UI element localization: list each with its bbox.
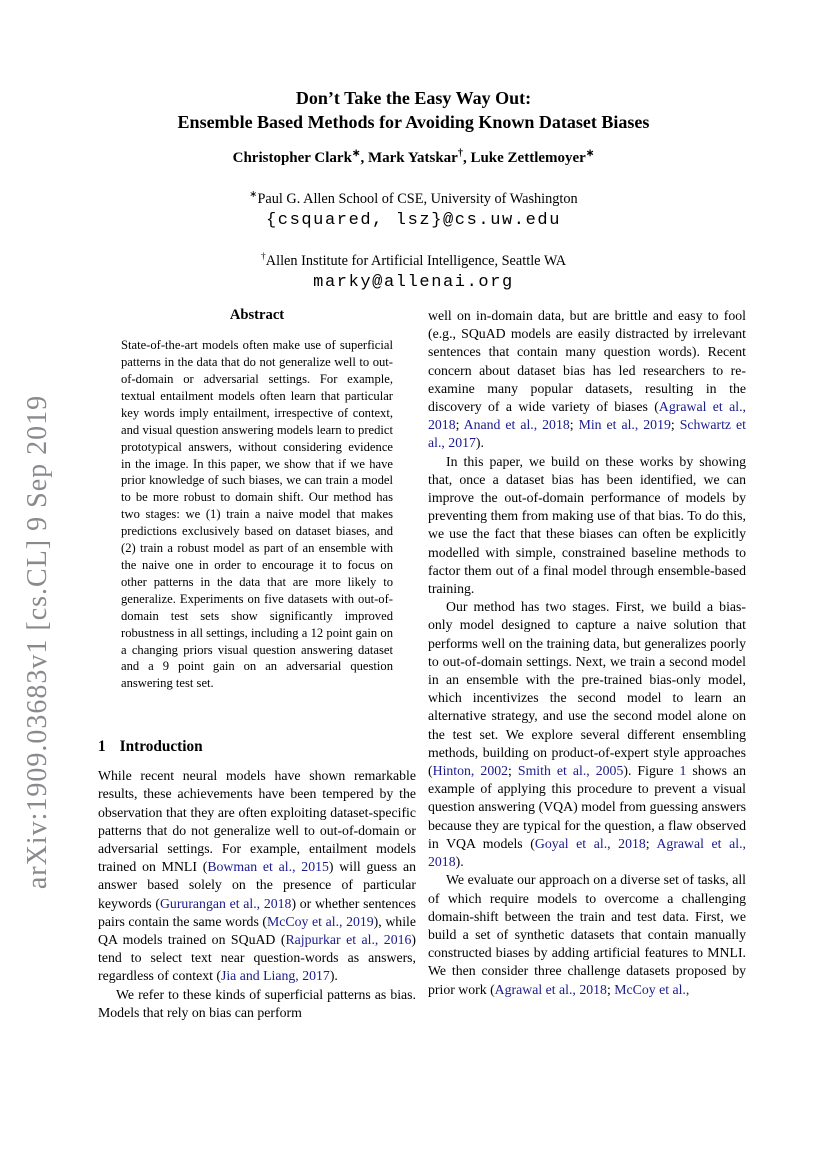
- paragraph: [428, 871, 746, 998]
- citation-link[interactable]: Bowman et al., 2015: [207, 859, 329, 875]
- citation-link[interactable]: Agrawal et al., 2018: [428, 399, 746, 433]
- paragraph: [428, 453, 746, 599]
- section-heading-introduction: [98, 738, 416, 756]
- footnote-mark: †: [260, 251, 266, 263]
- footnote-mark: ∗: [351, 148, 361, 159]
- citation-link[interactable]: Rajpurkar et al., 2016: [285, 932, 412, 948]
- text-run: Our method has two stages. First, we build a bias-only model designed to capture a naive solution that performs well on the training data, but generalizes poorly to out-of-domain settings. Next, we train a second model in an ensemble with the pre-trained bias-only model, which incentivizes the second model to learn an alternative strategy, and use the second model alone on the test set. We explore several different ensembling methods, building on product-of-expert style approaches (: [428, 599, 746, 779]
- text-run: We evaluate our approach on a diverse set of tasks, all of which require models to overcome a challenging domain-shift between the train and test data. First, we build a set of synthetic datasets that contain manually constructed biases by adding artificial features to MNLI. We then consider three challenge datasets proposed by prior work (: [428, 872, 746, 997]
- paper-header: [0, 86, 827, 293]
- paragraph: [98, 986, 416, 1022]
- citation-link[interactable]: McCoy et al.,: [614, 981, 690, 997]
- citation-link[interactable]: Gururangan et al., 2018: [159, 895, 292, 911]
- paper-title-line2: Ensemble Based Methods for Avoiding Known Dataset Biases: [177, 112, 650, 132]
- text-run: Christopher Clark: [232, 150, 352, 166]
- text-run: shows an example of applying this procedure to prevent a visual question answering (VQA) model from guessing answers because they are typical for the question, a flaw observed in VQA models (: [428, 763, 746, 851]
- paragraph: [98, 767, 416, 985]
- affiliation-uw-email: {csquared, lsz}@cs.uw.edu: [265, 211, 562, 230]
- text-run: ).: [329, 968, 338, 984]
- abstract-block: [121, 306, 393, 692]
- citation-link[interactable]: Agrawal et al., 2018: [494, 981, 607, 997]
- right-column: [428, 300, 746, 999]
- text-run: , Mark Yatskar: [360, 150, 458, 166]
- text-run: well on in-domain data, but are brittle and easy to fool (e.g., SQuAD models are easily distracted by irrelevant sentences that contain many question words). Recent concern about dataset bias has led researchers to re-examine many popular datasets, resulting in the discovery of a wide variety of biases (: [428, 308, 746, 415]
- citation-link[interactable]: Min et al., 2019: [578, 417, 671, 433]
- authors-line: [0, 149, 827, 168]
- citation-link[interactable]: Hinton, 2002: [432, 763, 509, 779]
- text-run: Allen Institute for Artificial Intelligence, Seattle WA: [265, 253, 567, 269]
- introduction-right-text: [428, 307, 746, 999]
- text-run: ). Figure: [623, 763, 680, 779]
- text-run: , Luke Zettlemoyer: [462, 150, 586, 166]
- left-column: [98, 300, 416, 1020]
- text-run: ;: [569, 417, 579, 433]
- text-run: Paul G. Allen School of CSE, University of Washington: [257, 191, 578, 207]
- paragraph: [428, 598, 746, 871]
- citation-link[interactable]: Agrawal et al., 2018: [428, 835, 746, 870]
- affiliation-ai2: [0, 252, 827, 270]
- section-number: 1: [98, 738, 106, 755]
- text-run: While recent neural models have shown remarkable results, these achievements have been tempered by the observation that they are often exploiting dataset-specific patterns that do not generalize well to out-of-domain or adversarial settings. For example, entailment models trained on MNLI (: [98, 768, 416, 875]
- citation-link[interactable]: Jia and Liang, 2017: [220, 968, 330, 984]
- arxiv-stamp: arXiv:1909.03683v1 [cs.CL] 9 Sep 2019: [22, 394, 53, 890]
- introduction-block: [98, 738, 416, 1022]
- citation-link[interactable]: Anand et al., 2018: [463, 417, 570, 433]
- text-run: ;: [508, 763, 518, 779]
- citation-link[interactable]: McCoy et al., 2019: [267, 913, 374, 929]
- citation-link[interactable]: Smith et al., 2005: [517, 763, 624, 779]
- text-run: ;: [645, 835, 657, 851]
- citation-link[interactable]: Goyal et al., 2018: [534, 835, 646, 851]
- text-run: ) or whether sentences pairs contain the same words (: [98, 895, 416, 929]
- text-run: ;: [455, 417, 464, 433]
- figure-ref-link[interactable]: 1: [679, 763, 687, 779]
- footnote-mark: ∗: [585, 148, 595, 159]
- text-run: In this paper, we build on these works by showing that, once a dataset bias has been identified, we can improve the out-of-domain performance of models by preventing them from making use of that bias. To do this, we use the fact that these biases can often be explicitly modelled with simple, constrained baseline methods to factor them out of a final model through ensemble-based training.: [428, 453, 746, 597]
- affiliation-ai2-email: marky@allenai.org: [313, 273, 514, 292]
- paper-title: [0, 86, 827, 134]
- text-run: ;: [670, 417, 680, 433]
- text-run: ).: [455, 854, 464, 870]
- introduction-left-text: [98, 767, 416, 1022]
- abstract-text: State-of-the-art models often make use of superficial patterns in the data that do not generalize well to out-of-domain or adversarial settings. For example, textual entailment models often learn that particular key words imply entailment, irrespective of context, and visual question answering models learn to predict prototypical answers, without considering evidence in the image. In this paper, we show that if we have prior knowledge of such biases, we can train a model to be more robust to domain shift. Our method has two stages: we (1) train a naive model that makes predictions exclusively based on dataset biases, and (2) train a robust model as part of an ensemble with the naive one in order to encourage it to focus on other patterns in the data that are more likely to generalize. Experiments on five datasets with out-of-domain test sets show significantly improved robustness in all settings, including a 12 point gain on a changing priors visual question answering dataset and a 9 point gain on an adversarial question answering test set.: [121, 338, 393, 691]
- text-run: We refer to these kinds of superficial patterns as bias. Models that rely on bias can perform: [98, 986, 416, 1020]
- footnote-mark: ∗: [249, 189, 258, 201]
- citation-link[interactable]: Schwartz et al., 2017: [428, 417, 746, 451]
- paragraph: [428, 307, 746, 453]
- affiliation-uw: [0, 190, 827, 208]
- abstract-heading: Abstract: [229, 307, 285, 323]
- text-run: ).: [475, 435, 484, 451]
- affiliations-block: [0, 190, 827, 293]
- section-title: Introduction: [119, 738, 203, 755]
- text-run: ;: [606, 981, 615, 997]
- text-run: ) will guess an answer based solely on the presence of particular keywords (: [98, 859, 416, 911]
- text-run: ), while QA models trained on SQuAD (: [98, 913, 416, 948]
- text-run: ) tend to select text near question-words as answers, regardless of context (: [98, 932, 416, 984]
- paper-title-line1: Don’t Take the Easy Way Out:: [295, 88, 532, 108]
- footnote-mark: †: [457, 148, 463, 159]
